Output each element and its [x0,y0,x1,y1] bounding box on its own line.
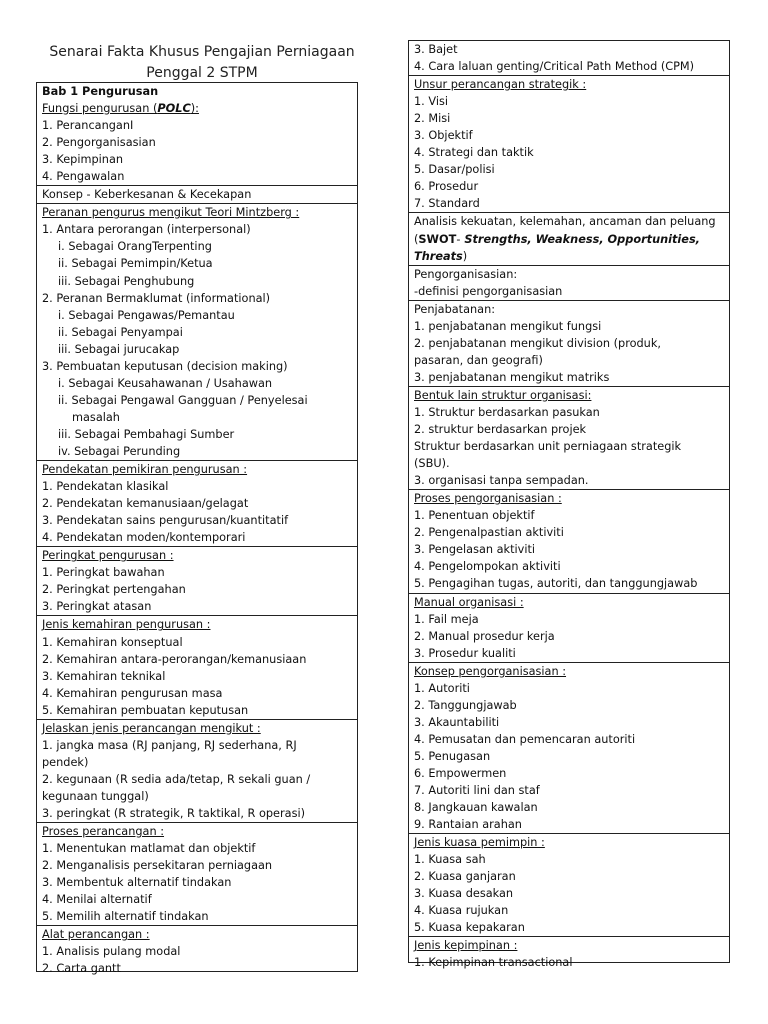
list-item: 2. struktur berdasarkan projek [414,423,587,437]
list-item: (SBU). [414,457,450,471]
list-item: 1. Peringkat bawahan [42,566,165,580]
section-bentuk [409,387,729,490]
list-item: 3. Objektif [414,129,473,143]
list-item: 5. Dasar/polisi [414,163,495,177]
list-item: 1. penjabatanan mengikut fungsi [414,319,602,333]
list-item: 3. Peringkat atasan [42,600,152,614]
list-item: 2. Peranan Bermaklumat (informational) [42,291,271,305]
list-item: 1. Fail meja [414,612,479,626]
list-item: 2. kegunaan (R sedia ada/tetap, R sekali guan / [42,772,311,786]
section-pendekatan [37,461,357,547]
list-item: 1. Autoriti [414,681,470,695]
section-proses-perancangan [37,823,357,926]
list-item: 3. Kemahiran teknikal [42,669,166,683]
list-item: 1. Kuasa sah [414,853,486,867]
list-item: 2. Pendekatan kemanusiaan/gelagat [42,497,249,511]
list-item: 4. Pemusatan dan pemencaran autoriti [414,732,636,746]
list-item: 2. Misi [414,112,451,126]
list-item: 3. Prosedur kualiti [414,646,516,660]
list-item: 3. penjabatanan mengikut matriks [414,370,610,384]
list-item: ii. Sebagai Penyampai [58,325,183,339]
list-item: 4. Strategi dan taktik [414,146,534,160]
right-column-table [408,40,730,970]
section-heading: Jelaskan jenis perancangan mengikut : [42,721,261,735]
list-item: 1. Antara perorangan (interpersonal) [42,223,251,237]
list-item: -definisi pengorganisasian [414,284,563,298]
list-item: ii. Sebagai Pengawal Gangguan / Penyelesai [58,393,308,407]
list-item: 4. Kuasa rujukan [414,904,509,918]
list-item: 3. organisasi tanpa sempadan. [414,474,589,488]
list-item: iii. Sebagai Penghubung [58,274,195,288]
list-item: (SWOT- Strengths, Weakness, Opportunities, [414,232,700,246]
list-item: iii. Sebagai jurucakap [58,342,180,356]
list-item: 1. Analisis pulang modal [42,945,181,959]
list-item: 1. PerancanganI [42,119,134,133]
section-alat-cont [409,41,729,76]
section-peringkat [37,547,357,616]
section-unsur [409,76,729,213]
list-item: iv. Sebagai Perunding [58,444,181,458]
list-item: 2. Pengorganisasian [42,136,156,150]
list-item: pasaran, dan geografi) [414,353,543,367]
list-item: 5. Kemahiran pembuatan keputusan [42,703,249,717]
list-item: 7. Standard [414,197,480,211]
list-item: 6. Empowermen [414,766,507,780]
list-item: 2. penjabatanan mengikut division (produk, [414,336,661,350]
section-bab1 [37,83,357,186]
section-alat-perancangan [37,926,357,977]
section-heading: Peranan pengurus mengikut Teori Mintzberg : [42,206,300,220]
list-item: 1. Visi [414,95,449,109]
section-heading: Pendekatan pemikiran pengurusan : [42,463,248,477]
list-item: 4. Pengelompokan aktiviti [414,560,561,574]
list-item: pendek) [42,755,89,769]
list-item: 1. Penentuan objektif [414,509,535,523]
list-item: 4. Pendekatan moden/kontemporari [42,531,246,545]
section-kepimpinan [409,937,729,971]
list-item: iii. Sebagai Pembahagi Sumber [58,427,235,441]
section-kemahiran [37,616,357,719]
list-item: Struktur berdasarkan unit perniagaan strategik [414,440,682,454]
list-item: i. Sebagai OrangTerpenting [58,240,212,254]
list-item: 5. Kuasa kepakaran [414,921,525,935]
section-kuasa [409,834,729,937]
list-item: 4. Menilai alternatif [42,893,152,907]
list-item: 2. Peringkat pertengahan [42,583,186,597]
section-heading: Alat perancangan : [42,928,150,942]
section-pengorganisasian [409,266,729,301]
section-heading: Proses perancangan : [42,825,165,839]
list-item: 3. peringkat (R strategik, R taktikal, R operasi) [42,806,305,820]
list-item: Konsep - Keberkesanan & Kecekapan [42,188,252,202]
list-item: 1. Struktur berdasarkan pasukan [414,405,600,419]
list-item: kegunaan tunggal) [42,789,149,803]
section-heading: Unsur perancangan strategik : [414,78,587,92]
list-item: 1. jangka masa (RJ panjang, RJ sederhana, RJ [42,738,297,752]
list-item: 7. Autoriti lini dan staf [414,784,540,798]
section-penjabatanan [409,301,729,387]
list-item: 3. Akauntabiliti [414,715,500,729]
list-item: 4. Cara laluan genting/Critical Path Method (CPM) [414,60,695,74]
list-item: i. Sebagai Keusahawanan / Usahawan [58,376,273,390]
list-item: 2. Kemahiran antara-perorangan/kemanusiaan [42,652,307,666]
section-heading: Proses pengorganisasian : [414,492,562,506]
title-line-2: Penggal 2 STPM [146,65,258,81]
list-item: 1. Kepimpinan transactional [414,956,573,970]
section-heading: Jenis kuasa pemimpin : [414,836,545,850]
list-item: 5. Penugasan [414,749,491,763]
section-heading: Jenis kepimpinan : [414,939,518,953]
list-item: 3. Kepimpinan [42,153,124,167]
section-peranan [37,204,357,461]
list-item: 5. Pengagihan tugas, autoriti, dan tanggungjawab [414,577,698,591]
section-konsep [37,186,357,204]
list-item: 6. Prosedur [414,180,479,194]
list-item: 2. Kuasa ganjaran [414,870,516,884]
list-item: 8. Jangkauan kawalan [414,801,538,815]
list-item: masalah [72,410,120,424]
list-item: 2. Manual prosedur kerja [414,629,555,643]
list-item: 9. Rantaian arahan [414,818,522,832]
list-item: 4. Kemahiran pengurusan masa [42,686,223,700]
list-item: 4. Pengawalan [42,170,125,184]
list-item: 3. Bajet [414,43,458,56]
list-item: 2. Pengenalpastian aktiviti [414,526,564,540]
section-proses-pengorg [409,490,729,593]
section-heading: Jenis kemahiran pengurusan : [42,618,211,632]
list-item: 2. Carta gantt [42,962,121,976]
left-column-table [36,82,358,976]
list-item: 5. Memilih alternatif tindakan [42,910,209,924]
list-item: 1. Kemahiran konseptual [42,635,183,649]
section-heading: Peringkat pengurusan : [42,549,174,563]
list-item: Fungsi pengurusan (POLC): [42,102,199,116]
list-item: 3. Pendekatan sains pengurusan/kuantitatif [42,514,289,528]
list-item: 3. Pengelasan aktiviti [414,543,536,557]
section-swot [409,213,729,265]
document-title [36,42,368,84]
list-item: ii. Sebagai Pemimpin/Ketua [58,257,213,271]
section-heading: Konsep pengorganisasian : [414,664,567,678]
list-item: Analisis kekuatan, kelemahan, ancaman dan peluang [414,215,716,229]
section-heading: Bab 1 Pengurusan [42,85,159,98]
list-item: 2. Menganalisis persekitaran perniagaan [42,859,273,873]
list-item: 3. Membentuk alternatif tindakan [42,876,232,890]
section-konsep-pengorg [409,663,729,834]
list-item: Penjabatanan: [414,302,496,316]
section-heading: Bentuk lain struktur organisasi: [414,388,592,402]
list-item: 3. Kuasa desakan [414,887,514,901]
section-manual [409,594,729,663]
list-item: Pengorganisasian: [414,267,518,281]
list-item: 1. Menentukan matlamat dan objektif [42,842,256,856]
list-item: i. Sebagai Pengawas/Pemantau [58,308,235,322]
section-jenis-perancangan [37,720,357,823]
section-heading: Manual organisasi : [414,595,524,609]
list-item: 2. Tanggungjawab [414,698,517,712]
list-item: 1. Pendekatan klasikal [42,480,169,494]
title-line-1: Senarai Fakta Khusus Pengajian Perniagaan [49,44,355,60]
list-item: Threats) [414,249,468,263]
list-item: 3. Pembuatan keputusan (decision making) [42,359,288,373]
